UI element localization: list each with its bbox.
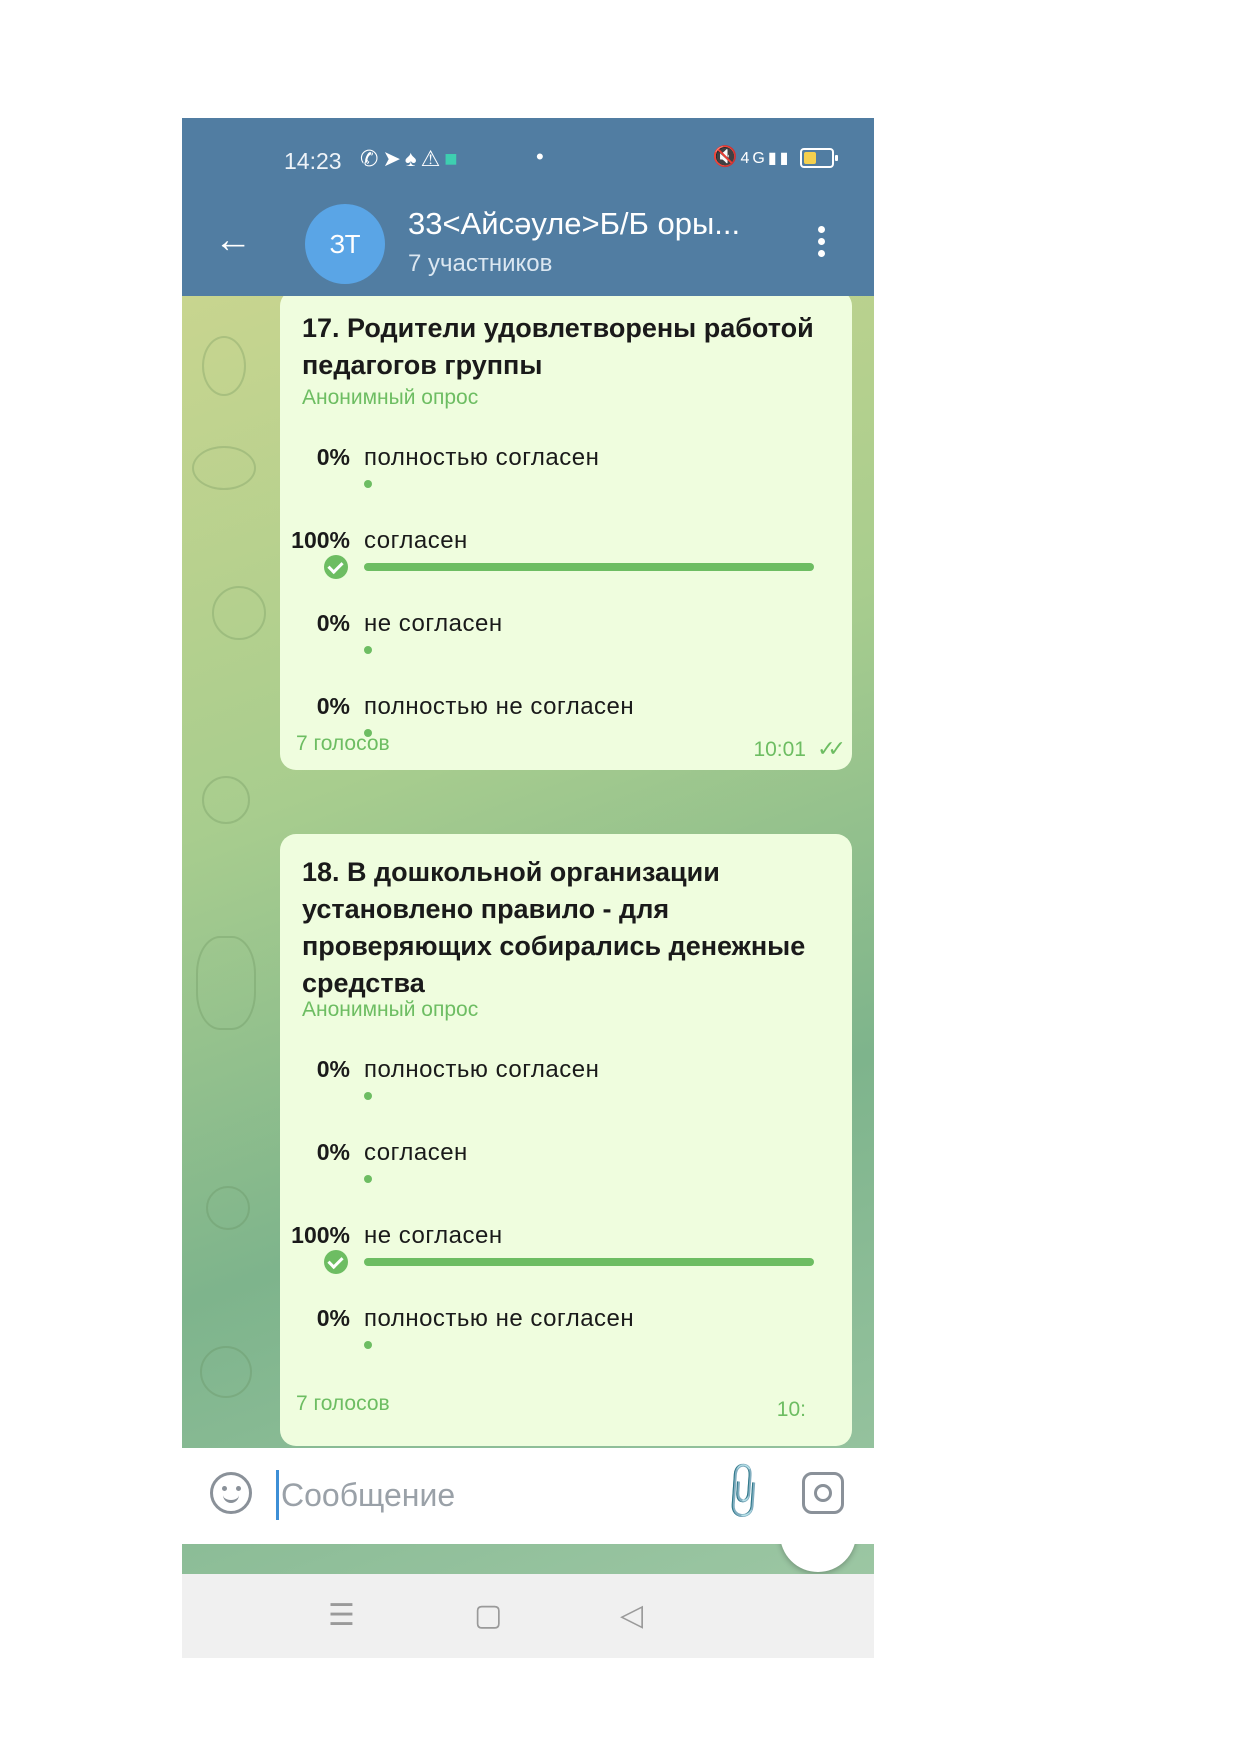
option-bar	[364, 1258, 814, 1266]
option-bar	[364, 1341, 372, 1349]
message-time: 10:	[776, 1398, 806, 1421]
signal-4g-icon: 4G▮▮	[740, 150, 792, 167]
option-bar	[364, 1175, 372, 1183]
dino-doodle	[196, 936, 256, 1030]
option-percent: 0%	[316, 1305, 350, 1331]
poll-question: 18. В дошкольной организации установлено правило - для проверяющих собирались денежные средства	[302, 857, 806, 998]
message-input[interactable]	[276, 1470, 663, 1520]
poll-option[interactable]	[280, 1139, 852, 1203]
doodle	[202, 776, 250, 824]
vote-count[interactable]: 7 голосов	[296, 732, 390, 755]
app-icon: ■	[444, 146, 462, 171]
message-input-bar	[182, 1448, 874, 1544]
poll-option[interactable]	[280, 1305, 852, 1369]
chat-area[interactable]	[182, 296, 874, 1596]
chat-header	[182, 118, 874, 296]
option-bar	[364, 480, 372, 488]
home-nav-icon[interactable]: ▢	[474, 1599, 503, 1632]
option-label: не согласен	[364, 610, 503, 637]
checkmark-icon	[324, 1250, 348, 1274]
option-percent: 100%	[291, 527, 350, 553]
ball-doodle	[200, 1346, 252, 1398]
poll-question: 17. Родители удовлетворены работой педагогов группы	[302, 313, 814, 380]
more-notifications-icon: •	[536, 144, 544, 169]
chat-subtitle: 7 участников	[408, 250, 553, 277]
mute-icon: 🔇	[712, 146, 741, 168]
notification-icons	[360, 146, 462, 172]
poll-option[interactable]	[280, 610, 852, 674]
poll-option[interactable]	[280, 1222, 852, 1286]
whatsapp-icon: ✆	[360, 146, 383, 171]
doodle	[212, 586, 266, 640]
balloon-doodle	[202, 336, 246, 396]
system-icons	[713, 144, 834, 169]
option-percent: 0%	[316, 610, 350, 636]
poll-message	[280, 834, 852, 1446]
poll-option[interactable]	[280, 1056, 852, 1120]
poll-option[interactable]	[280, 527, 852, 591]
option-percent: 0%	[316, 1139, 350, 1165]
option-label: полностью не согласен	[364, 693, 635, 720]
option-percent: 0%	[316, 693, 350, 719]
attach-icon[interactable]: 📎	[709, 1458, 776, 1526]
status-bar	[182, 118, 874, 188]
chat-title[interactable]: 33<Айсәуле>Б/Б оры...	[408, 206, 741, 241]
checkmark-icon	[324, 555, 348, 579]
emoji-icon[interactable]	[210, 1472, 252, 1514]
doodle	[206, 1186, 250, 1230]
back-nav-icon[interactable]: ◁	[620, 1599, 644, 1632]
option-label: не согласен	[364, 1222, 503, 1249]
alert-icon: ⚠	[420, 146, 445, 171]
option-bar	[364, 1092, 372, 1100]
camera-icon[interactable]	[802, 1472, 844, 1514]
option-label: полностью не согласен	[364, 1305, 635, 1332]
option-percent: 0%	[316, 444, 350, 470]
option-percent: 100%	[291, 1222, 350, 1248]
option-label: полностью согласен	[364, 1056, 600, 1083]
option-percent: 0%	[316, 1056, 350, 1082]
battery-icon	[800, 148, 834, 168]
telegram-icon: ➤	[382, 146, 405, 171]
option-bar	[364, 563, 814, 571]
option-label: согласен	[364, 1139, 468, 1166]
message-time: 10:01	[753, 738, 806, 761]
vote-count[interactable]: 7 голосов	[296, 1392, 390, 1415]
poll-option[interactable]	[280, 444, 852, 508]
avatar[interactable]: ЗТ	[305, 204, 385, 284]
option-bar	[364, 646, 372, 654]
system-nav-bar	[182, 1574, 874, 1658]
option-label: согласен	[364, 527, 468, 554]
more-menu-icon[interactable]	[818, 226, 828, 262]
poll-type: Анонимный опрос	[302, 386, 479, 409]
phone-screen	[182, 118, 874, 1658]
snapchat-icon: ♠	[404, 146, 421, 171]
menu-nav-icon[interactable]: ☰	[328, 1599, 355, 1632]
back-arrow-icon[interactable]: ←	[214, 219, 252, 261]
poll-type: Анонимный опрос	[302, 998, 479, 1021]
status-time: 14:23	[284, 148, 342, 174]
watermelon-doodle	[192, 446, 256, 490]
poll-message	[280, 296, 852, 770]
read-ticks-icon: ✓✓	[817, 736, 838, 761]
option-label: полностью согласен	[364, 444, 600, 471]
